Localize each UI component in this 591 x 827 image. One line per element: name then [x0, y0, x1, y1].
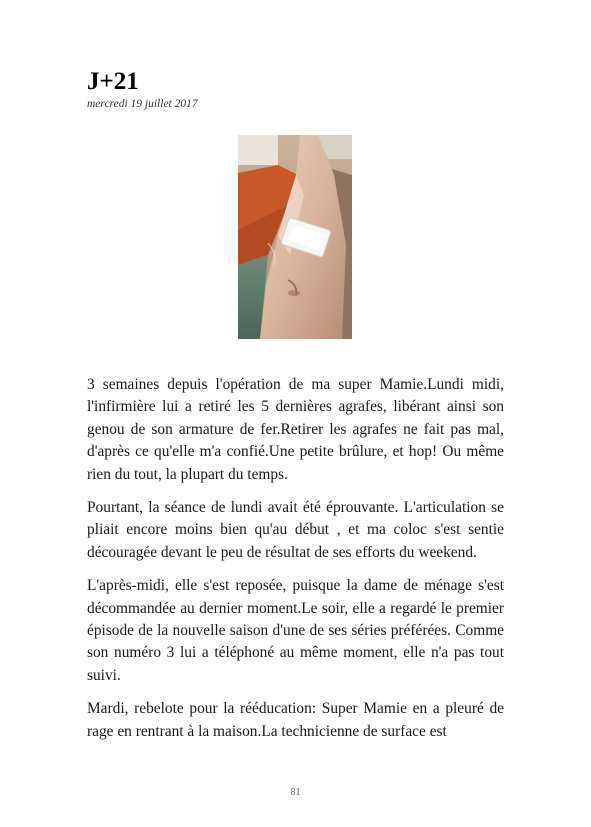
page-number: 81 — [290, 787, 301, 798]
paragraph-2: Pourtant, la séance de lundi avait été éprouvante. L'articulation se pliait encore moins bien qu'au début , et ma coloc s'est sentie découragée devant le peu de résultat de ses efforts du weekend. — [87, 499, 504, 561]
post-body — [87, 374, 504, 754]
paragraph-4: Mardi, rebelote pour la rééducation: Super Mamie en a pleuré de rage en rentrant à la maison.La technicienne de surface est — [87, 700, 504, 740]
post-date: mercredi 19 juillet 2017 — [87, 98, 198, 110]
knee-photo — [238, 135, 352, 339]
paragraph-1: 3 semaines depuis l'opération de ma super Mamie.Lundi midi, l'infirmière lui a retiré les 5 dernières agrafes, libérant ainsi son genou de son armature de fer.Retirer les agrafes ne fait pas mal, d'après ce qu'elle m'a confié.Une petite brûlure, et hop! Ou même rien du tout, la plupart du temps. — [87, 376, 504, 483]
post-title: J+21 — [87, 68, 139, 95]
paragraph-3: L'après-midi, elle s'est reposée, puisque la dame de ménage s'est décommandée au dernier moment.Le soir, elle a regardé le premier épisode de la nouvelle saison d'une de ses séries préférées. Comme son numéro 3 lui a téléphoné au même moment, elle n'a pas tout suivi. — [87, 577, 504, 684]
